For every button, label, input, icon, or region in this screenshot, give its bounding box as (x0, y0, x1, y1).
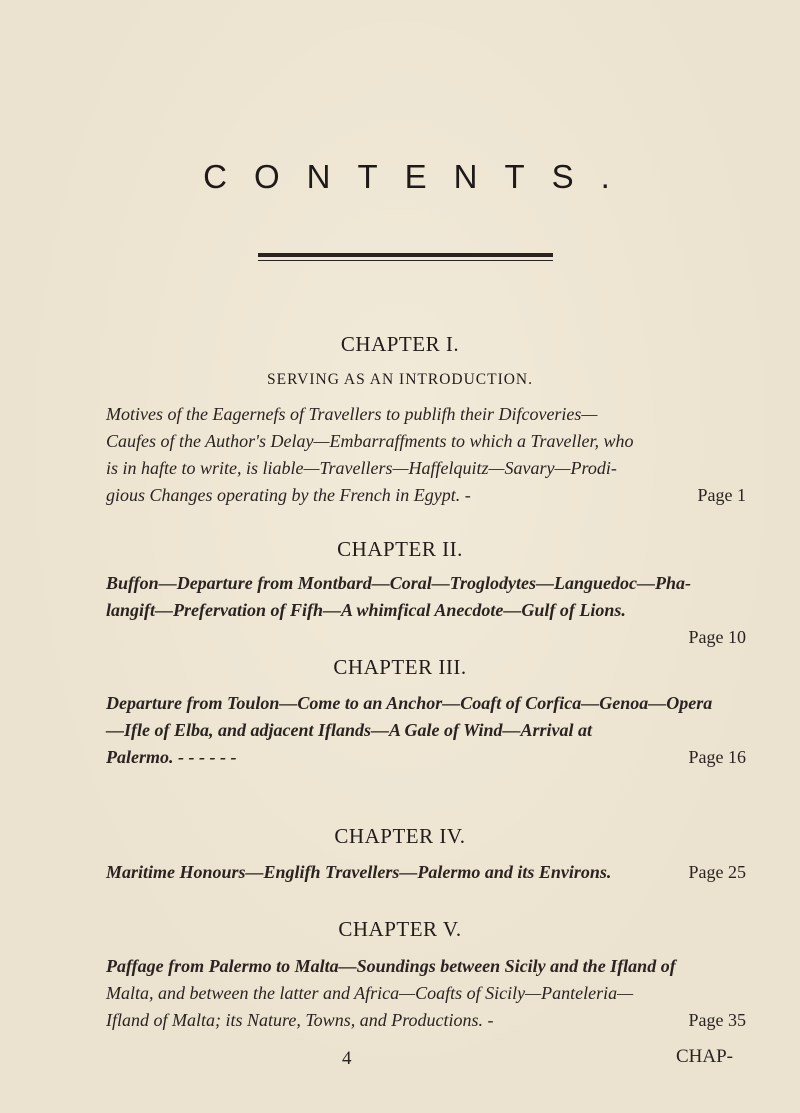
chapter-5-title: CHAPTER V. (338, 917, 462, 941)
chapter-4-summary (106, 859, 746, 886)
chapter-4-title: CHAPTER IV. (334, 824, 466, 848)
chapter-4-line-1: Maritime Honours—Englifh Travellers—Palermo and its Environs. (106, 862, 612, 882)
chapter-1-subtitle: SERVING AS AN INTRODUCTION. (266, 371, 534, 388)
chapter-1-page: Page 1 (697, 485, 746, 505)
chapter-1-line-2: Caufes of the Author's Delay—Embarraffments to which a Traveller, who (106, 431, 634, 451)
chapter-3-summary (106, 690, 746, 771)
chapter-3-line-2: —Ifle of Elba, and adjacent Iflands—A Gale of Wind—Arrival at (106, 720, 593, 740)
chapter-5-line-1: Paffage from Palermo to Malta—Soundings between Sicily and the Ifland of (106, 956, 676, 976)
chapter-1-title: CHAPTER I. (340, 332, 460, 356)
chapter-1-line-4: gious Changes operating by the French in Egypt. - (106, 485, 471, 505)
chapter-2-line-1: Buffon—Departure from Montbard—Coral—Troglodytes—Languedoc—Pha- (106, 573, 692, 593)
chapter-1-line-3: is in hafte to write, is liable—Travellers—Haffelquitz—Savary—Prodi- (106, 458, 617, 478)
chapter-3-line-3: Palermo. - - - - - - (106, 747, 237, 767)
chapter-3-line-3-wrap (106, 744, 746, 771)
chapter-2-title: CHAPTER II. (337, 537, 463, 561)
chapter-5-summary (106, 953, 746, 1034)
page-title: CONTENTS. (203, 158, 637, 195)
chapter-2-summary (106, 570, 746, 651)
chapter-5-line-3-wrap (106, 1007, 746, 1034)
chapter-5-line-2: Malta, and between the latter and Africa—Coafts of Sicily—Panteleria— (106, 983, 634, 1003)
chapter-5-page: Page 35 (688, 1010, 746, 1030)
chapter-2-line-2: langift—Prefervation of Fifh—A whimfical Anecdote—Gulf of Lions. (106, 600, 626, 620)
chapter-1-line-1: Motives of the Eagernefs of Travellers to publifh their Difcoveries— (106, 404, 598, 424)
chapter-3-page: Page 16 (688, 747, 746, 767)
chapter-3-title: CHAPTER III. (333, 655, 467, 679)
chapter-1-line-4-wrap (106, 482, 746, 509)
chapter-4-line-1-wrap (106, 859, 746, 886)
chapter-4-page: Page 25 (688, 862, 746, 882)
chapter-2-page: Page 10 (688, 627, 746, 647)
divider-rule-thin (258, 260, 553, 261)
signature-mark: 4 (342, 1048, 352, 1069)
divider-rule-thick (258, 253, 553, 257)
chapter-1-summary (106, 401, 746, 509)
chapter-3-line-1: Departure from Toulon—Come to an Anchor—Coaft of Corfica—Genoa—Opera (106, 693, 713, 713)
chapter-5-line-3: Ifland of Malta; its Nature, Towns, and Productions. - (106, 1010, 494, 1030)
catchword: CHAP- (676, 1046, 734, 1067)
